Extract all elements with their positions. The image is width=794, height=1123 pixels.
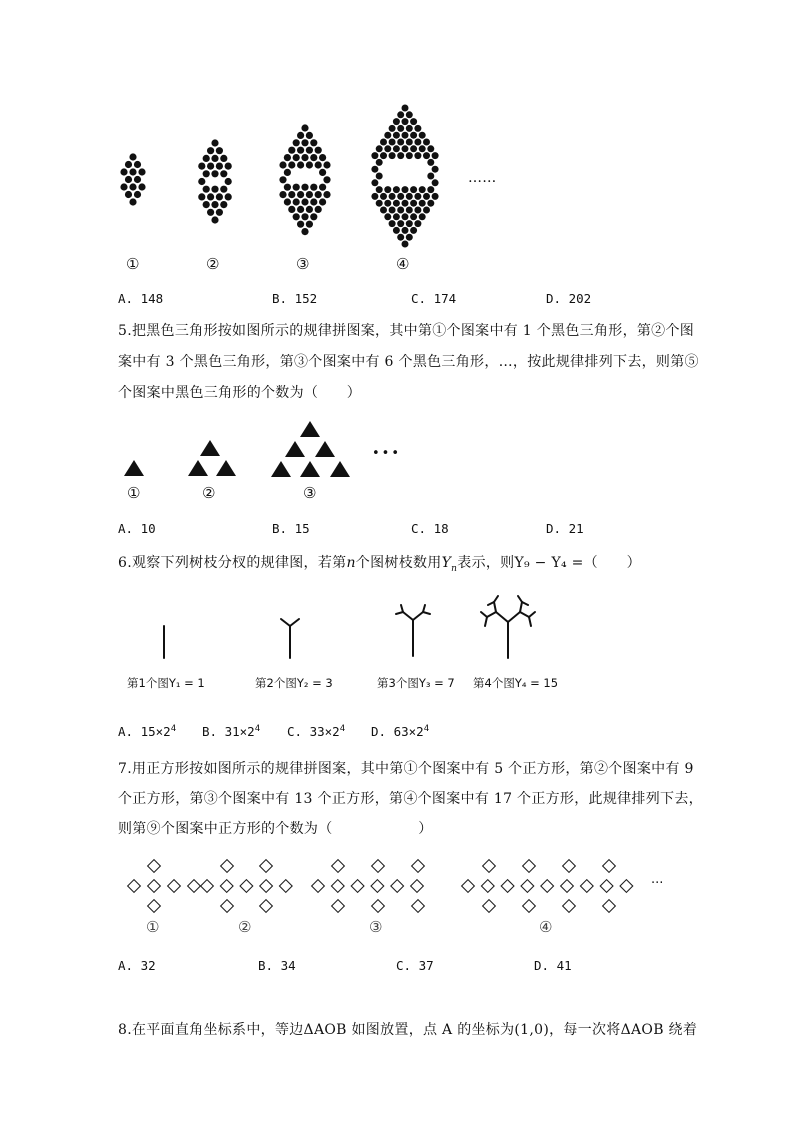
q4-label-1: ①: [126, 255, 140, 273]
dot: [310, 154, 317, 161]
dot: [310, 198, 317, 205]
q4-label-3: ③: [296, 255, 310, 273]
dot: [297, 221, 304, 228]
dot: [134, 191, 141, 198]
dot: [207, 147, 214, 154]
dot: [279, 161, 286, 168]
square-icon: [260, 900, 273, 913]
triangle-icon: [188, 460, 208, 476]
dot: [414, 193, 421, 200]
dot: [384, 186, 391, 193]
dot: [216, 209, 223, 216]
dot: [323, 161, 330, 168]
dot: [427, 159, 434, 166]
triangle-icon: [271, 461, 291, 477]
dot: [393, 145, 400, 152]
dot: [216, 163, 223, 170]
dot: [393, 118, 400, 125]
dot: [306, 206, 313, 213]
dot: [125, 176, 132, 183]
dot: [211, 201, 218, 208]
q6-caption-2: 第2个图Y₂ = 3: [255, 676, 333, 690]
dot: [432, 152, 439, 159]
dot: [319, 198, 326, 205]
square-icon: [412, 860, 425, 873]
dot: [319, 154, 326, 161]
square-icon: [332, 860, 345, 873]
triangle-icon: [300, 421, 320, 437]
q6-option-a[interactable]: A. $15\times 2^4$: [118, 724, 177, 740]
dot: [397, 139, 404, 146]
dot: [397, 220, 404, 227]
dot: [284, 184, 291, 191]
dot: [138, 168, 145, 175]
q7-option-a[interactable]: A. 32: [118, 958, 156, 973]
square-icon: [620, 880, 633, 893]
dot: [432, 193, 439, 200]
dot: [211, 170, 218, 177]
q7-stem-line-2: 个正方形，第③个图案中有 13 个正方形，第④个图案中有 17 个正方形，此规律排列下去，: [118, 791, 703, 807]
square-icon: [412, 900, 425, 913]
triangle-icon: [285, 441, 305, 457]
dot: [410, 118, 417, 125]
dot: [315, 191, 322, 198]
square-icon: [221, 860, 234, 873]
q4-option-d[interactable]: D. 202: [546, 291, 592, 306]
dot: [220, 186, 227, 193]
dot: [419, 213, 426, 220]
square-icon: [603, 900, 616, 913]
dot: [315, 147, 322, 154]
dot: [389, 207, 396, 214]
dot: [384, 213, 391, 220]
q7-ellipsis: ···: [651, 876, 664, 891]
dot: [279, 176, 286, 183]
dot: [198, 163, 205, 170]
dot: [414, 207, 421, 214]
dot: [203, 201, 210, 208]
dot: [371, 166, 378, 173]
dot: [279, 191, 286, 198]
dot: [207, 209, 214, 216]
dot: [371, 152, 378, 159]
dot: [389, 125, 396, 132]
square-icon: [481, 880, 494, 893]
dot: [406, 125, 413, 132]
dot: [138, 183, 145, 190]
dot: [410, 145, 417, 152]
dot: [225, 178, 232, 185]
square-icon: [188, 880, 201, 893]
square-icon: [351, 880, 364, 893]
square-icon: [371, 880, 384, 893]
dot: [297, 161, 304, 168]
dot: [301, 139, 308, 146]
dot: [315, 206, 322, 213]
dot: [306, 147, 313, 154]
q5-option-d[interactable]: D. 21: [546, 521, 584, 536]
q6-option-b[interactable]: B. $31\times 2^4$: [202, 724, 261, 740]
dot: [288, 147, 295, 154]
square-icon: [523, 900, 536, 913]
dot: [207, 193, 214, 200]
dot: [380, 139, 387, 146]
square-icon: [411, 880, 424, 893]
square-icon: [220, 880, 233, 893]
dot: [125, 191, 132, 198]
dot: [376, 200, 383, 207]
dot: [225, 163, 232, 170]
dot: [402, 105, 409, 112]
dot: [203, 155, 210, 162]
dot: [410, 132, 417, 139]
dot: [384, 132, 391, 139]
q7-option-b[interactable]: B. 34: [258, 958, 296, 973]
square-icon: [563, 860, 576, 873]
dot: [402, 241, 409, 248]
dot: [310, 139, 317, 146]
square-icon: [523, 860, 536, 873]
dot: [129, 153, 136, 160]
dot: [284, 154, 291, 161]
dot: [301, 213, 308, 220]
dot: [406, 139, 413, 146]
dot: [297, 132, 304, 139]
dot: [380, 207, 387, 214]
dot: [323, 176, 330, 183]
dot: [319, 184, 326, 191]
dot: [198, 178, 205, 185]
q6-option-d[interactable]: D. $63\times 2^4$: [371, 724, 430, 740]
square-icon: [312, 880, 325, 893]
q5-label-3: ③: [303, 484, 317, 502]
q5-option-a[interactable]: A. 10: [118, 521, 156, 536]
dot: [406, 220, 413, 227]
dot: [402, 227, 409, 234]
dot: [397, 234, 404, 241]
q7-label-3: ③: [369, 918, 383, 936]
dot: [414, 125, 421, 132]
q4-option-a[interactable]: A. 148: [118, 291, 164, 306]
dot: [389, 152, 396, 159]
dot: [129, 168, 136, 175]
triangle-icon: [300, 461, 320, 477]
dot: [310, 184, 317, 191]
dot: [297, 191, 304, 198]
q7-label-4: ④: [539, 918, 553, 936]
dot: [216, 147, 223, 154]
dot: [301, 198, 308, 205]
dot: [225, 193, 232, 200]
dot: [134, 161, 141, 168]
dot: [384, 200, 391, 207]
dot: [397, 111, 404, 118]
dot: [397, 207, 404, 214]
q5-option-b[interactable]: B. 15: [272, 521, 310, 536]
dot: [406, 152, 413, 159]
square-icon: [279, 880, 292, 893]
dot: [293, 139, 300, 146]
q4-ellipsis: ……: [468, 170, 497, 186]
triangle-icon: [200, 440, 220, 456]
dot: [211, 155, 218, 162]
q5-label-1: ①: [127, 484, 141, 502]
q7-label-2: ②: [238, 918, 252, 936]
square-icon: [563, 900, 576, 913]
square-icon: [128, 880, 141, 893]
square-icon: [331, 880, 344, 893]
dot: [414, 139, 421, 146]
dot: [402, 213, 409, 220]
square-icon: [561, 880, 574, 893]
dot: [207, 163, 214, 170]
dot: [406, 207, 413, 214]
dot: [120, 183, 127, 190]
dot: [371, 193, 378, 200]
dot: [389, 220, 396, 227]
square-icon: [603, 860, 616, 873]
q8-stem-line-1: 8.在平面直角坐标系中，等边ΔAOB 如图放置，点 A 的坐标为(1,0)，每一次将ΔAOB 绕着: [118, 1022, 698, 1038]
dot: [402, 186, 409, 193]
q7-stem-line-1: 7.用正方形按如图所示的规律拼图案，其中第①个图案中有 5 个正方形，第②个图案中有 9: [118, 761, 694, 777]
dot: [134, 176, 141, 183]
dot: [376, 173, 383, 180]
square-icon: [168, 880, 181, 893]
dot: [423, 193, 430, 200]
square-icon: [372, 860, 385, 873]
dot: [297, 147, 304, 154]
dot: [384, 145, 391, 152]
dot: [293, 154, 300, 161]
q6-stem: 6.观察下列树枝分杈的规律图，若第n个图树枝数用$Y_n$表示，则Y₉ − Y₄ =（ ）: [118, 555, 641, 574]
dot: [211, 216, 218, 223]
q5-stem-line-3: 个图案中黑色三角形的个数为（ ）: [118, 385, 362, 401]
dot: [220, 170, 227, 177]
square-icon: [391, 880, 404, 893]
dot: [129, 183, 136, 190]
dot: [389, 139, 396, 146]
dot: [198, 193, 205, 200]
dot: [419, 186, 426, 193]
dot: [319, 169, 326, 176]
dot: [306, 161, 313, 168]
triangle-icon: [124, 460, 144, 476]
dot: [402, 200, 409, 207]
dot: [432, 166, 439, 173]
dot: [432, 179, 439, 186]
dot: [427, 173, 434, 180]
dot: [203, 186, 210, 193]
triangle-icon: [216, 460, 236, 476]
square-icon: [541, 880, 554, 893]
dot: [402, 145, 409, 152]
dot: [393, 186, 400, 193]
dot: [419, 200, 426, 207]
dot: [120, 168, 127, 175]
dot: [427, 200, 434, 207]
square-icon: [332, 900, 345, 913]
square-icon: [483, 900, 496, 913]
dot: [423, 207, 430, 214]
dot: [410, 213, 417, 220]
dot: [310, 213, 317, 220]
dot: [380, 193, 387, 200]
dot: [427, 186, 434, 193]
triangle-icon: [330, 461, 350, 477]
q7-stem-line-3: 则第⑨个图案中正方形的个数为（ ）: [118, 821, 433, 837]
dot: [419, 132, 426, 139]
dot: [293, 198, 300, 205]
dot: [376, 159, 383, 166]
dot: [288, 161, 295, 168]
dot: [371, 179, 378, 186]
square-icon: [240, 880, 253, 893]
dot: [216, 193, 223, 200]
dot: [323, 191, 330, 198]
triangle-icon: [315, 441, 335, 457]
dot: [393, 200, 400, 207]
square-icon: [372, 900, 385, 913]
square-icon: [221, 900, 234, 913]
q5-ellipsis: •••: [372, 446, 402, 461]
dot: [301, 154, 308, 161]
square-icon: [483, 860, 496, 873]
dot: [301, 228, 308, 235]
q6-caption-4: 第4个图Y₄ = 15: [473, 676, 559, 690]
q7-option-c[interactable]: C. 37: [396, 958, 434, 973]
dot: [293, 213, 300, 220]
dot: [380, 152, 387, 159]
q6-caption-1: 第1个图Y₁ = 1: [127, 676, 205, 690]
dot: [203, 170, 210, 177]
dot: [410, 227, 417, 234]
square-icon: [580, 880, 593, 893]
dot: [397, 152, 404, 159]
dot: [423, 152, 430, 159]
square-icon: [260, 880, 273, 893]
dot: [410, 186, 417, 193]
dot: [406, 234, 413, 241]
dot: [402, 118, 409, 125]
dot: [419, 145, 426, 152]
square-icon: [600, 880, 613, 893]
q5-label-2: ②: [202, 484, 216, 502]
q4-label-2: ②: [206, 255, 220, 273]
dot: [288, 191, 295, 198]
dot: [397, 193, 404, 200]
dot: [125, 161, 132, 168]
dot: [129, 198, 136, 205]
q7-option-d[interactable]: D. 41: [534, 958, 572, 973]
q4-option-b[interactable]: B. 152: [272, 291, 318, 306]
dot: [211, 139, 218, 146]
square-icon: [148, 880, 161, 893]
dot: [406, 111, 413, 118]
dot: [393, 227, 400, 234]
dot: [220, 155, 227, 162]
dot: [288, 206, 295, 213]
dot: [402, 132, 409, 139]
square-icon: [148, 900, 161, 913]
q5-stem-line-2: 案中有 3 个黑色三角形，第③个图案中有 6 个黑色三角形，…，按此规律排列下去，则第⑤: [118, 354, 699, 370]
dot: [376, 145, 383, 152]
dot: [306, 191, 313, 198]
q4-label-4: ④: [396, 255, 410, 273]
dot: [397, 125, 404, 132]
dot: [406, 193, 413, 200]
dot: [284, 198, 291, 205]
dot: [306, 132, 313, 139]
dot: [414, 220, 421, 227]
dot: [220, 201, 227, 208]
q4-option-c[interactable]: C. 174: [411, 291, 457, 306]
dot: [389, 193, 396, 200]
q6-caption-3: 第3个图Y₃ = 7: [377, 676, 455, 690]
dot: [376, 186, 383, 193]
square-icon: [201, 880, 214, 893]
dot: [393, 213, 400, 220]
dot: [211, 186, 218, 193]
dot: [306, 221, 313, 228]
dot: [423, 139, 430, 146]
square-icon: [260, 860, 273, 873]
dot: [301, 184, 308, 191]
dot: [410, 200, 417, 207]
dot: [293, 184, 300, 191]
q5-stem-line-1: 5.把黑色三角形按如图所示的规律拼图案，其中第①个图案中有 1 个黑色三角形，第②个图: [118, 323, 695, 339]
dot: [284, 169, 291, 176]
dot: [315, 161, 322, 168]
dot: [427, 145, 434, 152]
square-icon: [148, 860, 161, 873]
q5-option-c[interactable]: C. 18: [411, 521, 449, 536]
q6-option-c[interactable]: C. $33\times 2^4$: [287, 724, 346, 740]
dot: [393, 132, 400, 139]
dot: [414, 152, 421, 159]
dot: [301, 124, 308, 131]
square-icon: [501, 880, 514, 893]
q7-label-1: ①: [146, 918, 160, 936]
square-icon: [462, 880, 475, 893]
dot: [297, 206, 304, 213]
square-icon: [521, 880, 534, 893]
